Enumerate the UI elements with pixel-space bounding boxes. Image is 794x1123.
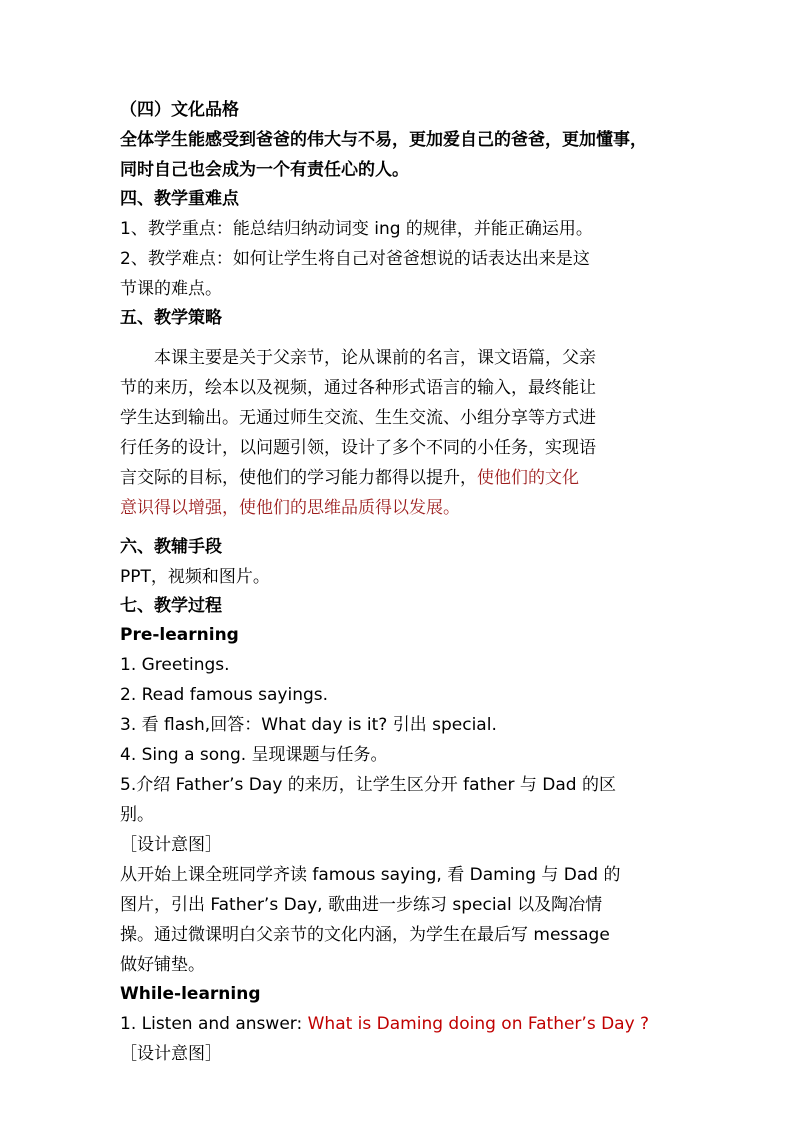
section-heading-aids: 六、教辅手段 [120,537,222,557]
paragraph-line [120,463,676,493]
paragraph-line: 操。通过微课明白父亲节的文化内涵，为学生在最后写 message [120,925,610,945]
section-heading-strategy: 五、教学策略 [120,308,222,328]
section-heading-key-points: 四、教学重难点 [120,189,239,209]
highlighted-text: 意识得以增强，使他们的思维品质得以发展。 [120,498,460,518]
text-run: 言交际的目标，使他们的学习能力都得以提升， [120,468,477,488]
paragraph-line: 图片，引出 Father’s Day, 歌曲进一步练习 special 以及陶冶情 [120,895,603,915]
subheading-while-learning: While-learning [120,984,261,1004]
highlighted-text: 使他们的文化 [477,468,579,488]
design-intent-label: ［设计意图］ [120,835,222,855]
paragraph-line: 本课主要是关于父亲节，论从课前的名言，课文语篇，父亲 [154,348,596,368]
paragraph-line: PPT，视频和图片。 [120,567,270,587]
paragraph-line: 行任务的设计，以问题引领，设计了多个不同的小任务，实现语 [120,438,596,458]
design-intent-label: ［设计意图］ [120,1044,222,1064]
list-item [120,1009,676,1039]
section-heading-culture: （四）文化品格 [120,100,239,120]
list-item: 4. Sing a song. 呈现课题与任务。 [120,745,388,765]
list-item: 1. Greetings. [120,655,230,675]
paragraph-line: 学生达到输出。无通过师生交流、生生交流、小组分享等方式进 [120,408,596,428]
list-item: 1、教学重点：能总结归纳动词变 ing 的规律，并能正确运用。 [120,219,593,239]
paragraph-line: 节的来历，绘本以及视频，通过各种形式语言的输入，最终能让 [120,378,596,398]
list-item-continued: 节课的难点。 [120,279,222,299]
text-run: 1. Listen and answer: [120,1014,308,1034]
list-item-continued: 别。 [120,805,154,825]
paragraph-line: 同时自己也会成为一个有责任心的人。 [120,160,409,180]
list-item: 3. 看 flash,回答：What day is it? 引出 special. [120,715,497,735]
subheading-pre-learning: Pre-learning [120,625,239,645]
paragraph-line: 全体学生能感受到爸爸的伟大与不易，更加爱自己的爸爸，更加懂事， [120,130,647,150]
list-item: 2、教学难点：如何让学生将自己对爸爸想说的话表达出来是这 [120,249,590,269]
paragraph-line: 从开始上课全班同学齐读 famous saying, 看 Daming 与 Dad 的 [120,865,621,885]
paragraph-line: 做好铺垫。 [120,955,205,975]
section-heading-process: 七、教学过程 [120,596,222,616]
list-item: 2. Read famous sayings. [120,685,329,705]
highlighted-question: What is Daming doing on Father’s Day ? [307,1014,650,1034]
list-item: 5.介绍 Father’s Day 的来历，让学生区分开 father 与 Dad 的区 [120,775,616,795]
document-body [120,96,676,1069]
